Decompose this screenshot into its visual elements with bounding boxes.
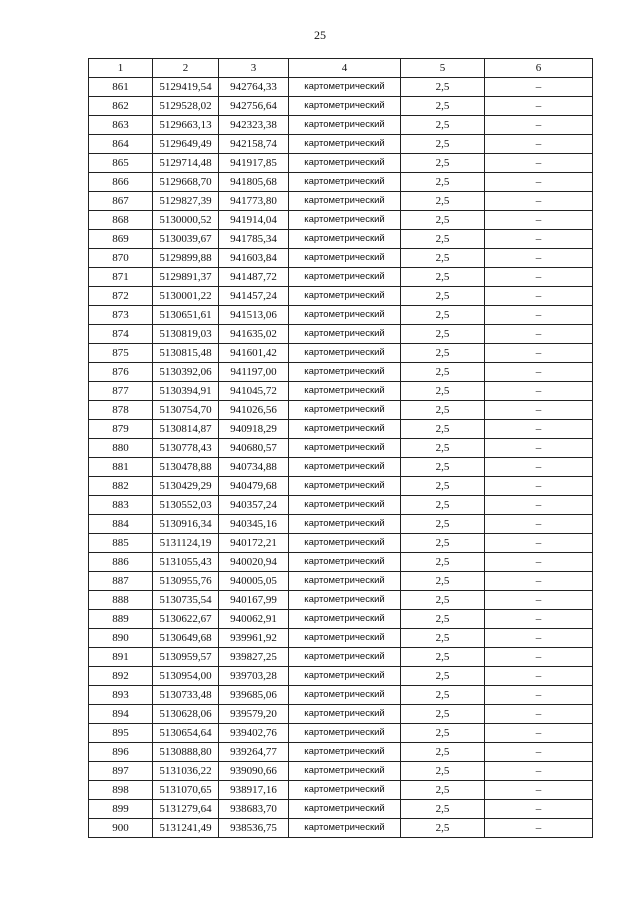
- x-coordinate-cell: 5130955,76: [153, 572, 219, 591]
- point-number-cell: 867: [89, 192, 153, 211]
- table-row: [89, 173, 593, 192]
- y-coordinate-cell: 941513,06: [219, 306, 289, 325]
- y-coordinate-cell: 939961,92: [219, 629, 289, 648]
- table-row: [89, 686, 593, 705]
- coordinates-table: [88, 58, 593, 838]
- x-coordinate-cell: 5130001,22: [153, 287, 219, 306]
- x-coordinate-cell: 5130651,61: [153, 306, 219, 325]
- description-cell: –: [485, 458, 593, 477]
- table-row: [89, 325, 593, 344]
- y-coordinate-cell: 941773,80: [219, 192, 289, 211]
- table-row: [89, 154, 593, 173]
- method-cell: картометрический: [289, 78, 401, 97]
- description-cell: –: [485, 667, 593, 686]
- column-header: 6: [485, 59, 593, 78]
- description-cell: –: [485, 743, 593, 762]
- method-cell: картометрический: [289, 287, 401, 306]
- accuracy-cell: 2,5: [401, 648, 485, 667]
- description-cell: –: [485, 515, 593, 534]
- accuracy-cell: 2,5: [401, 173, 485, 192]
- accuracy-cell: 2,5: [401, 762, 485, 781]
- table-row: [89, 344, 593, 363]
- point-number-cell: 862: [89, 97, 153, 116]
- description-cell: –: [485, 306, 593, 325]
- table-row: [89, 363, 593, 382]
- method-cell: картометрический: [289, 800, 401, 819]
- point-number-cell: 869: [89, 230, 153, 249]
- y-coordinate-cell: 942323,38: [219, 116, 289, 135]
- method-cell: картометрический: [289, 496, 401, 515]
- y-coordinate-cell: 940918,29: [219, 420, 289, 439]
- description-cell: –: [485, 97, 593, 116]
- description-cell: –: [485, 382, 593, 401]
- table-row: [89, 249, 593, 268]
- method-cell: картометрический: [289, 230, 401, 249]
- description-cell: –: [485, 135, 593, 154]
- point-number-cell: 891: [89, 648, 153, 667]
- accuracy-cell: 2,5: [401, 78, 485, 97]
- x-coordinate-cell: 5130754,70: [153, 401, 219, 420]
- table-row: [89, 458, 593, 477]
- accuracy-cell: 2,5: [401, 743, 485, 762]
- method-cell: картометрический: [289, 629, 401, 648]
- point-number-cell: 880: [89, 439, 153, 458]
- table-row: [89, 781, 593, 800]
- table-row: [89, 496, 593, 515]
- method-cell: картометрический: [289, 154, 401, 173]
- method-cell: картометрический: [289, 781, 401, 800]
- table-row: [89, 211, 593, 230]
- table-row: [89, 819, 593, 838]
- x-coordinate-cell: 5131279,64: [153, 800, 219, 819]
- method-cell: картометрический: [289, 477, 401, 496]
- method-cell: картометрический: [289, 667, 401, 686]
- table-row: [89, 477, 593, 496]
- accuracy-cell: 2,5: [401, 211, 485, 230]
- table-row: [89, 648, 593, 667]
- y-coordinate-cell: 940357,24: [219, 496, 289, 515]
- x-coordinate-cell: 5130959,57: [153, 648, 219, 667]
- description-cell: –: [485, 496, 593, 515]
- description-cell: –: [485, 154, 593, 173]
- y-coordinate-cell: 939264,77: [219, 743, 289, 762]
- point-number-cell: 865: [89, 154, 153, 173]
- point-number-cell: 883: [89, 496, 153, 515]
- table-row: [89, 610, 593, 629]
- description-cell: –: [485, 553, 593, 572]
- table-row: [89, 705, 593, 724]
- x-coordinate-cell: 5131036,22: [153, 762, 219, 781]
- description-cell: –: [485, 325, 593, 344]
- column-header: 4: [289, 59, 401, 78]
- method-cell: картометрический: [289, 648, 401, 667]
- description-cell: –: [485, 116, 593, 135]
- accuracy-cell: 2,5: [401, 591, 485, 610]
- table-row: [89, 800, 593, 819]
- accuracy-cell: 2,5: [401, 97, 485, 116]
- y-coordinate-cell: 939827,25: [219, 648, 289, 667]
- description-cell: –: [485, 268, 593, 287]
- y-coordinate-cell: 942756,64: [219, 97, 289, 116]
- point-number-cell: 877: [89, 382, 153, 401]
- point-number-cell: 888: [89, 591, 153, 610]
- method-cell: картометрический: [289, 515, 401, 534]
- y-coordinate-cell: 939579,20: [219, 705, 289, 724]
- accuracy-cell: 2,5: [401, 382, 485, 401]
- table-row: [89, 116, 593, 135]
- point-number-cell: 868: [89, 211, 153, 230]
- accuracy-cell: 2,5: [401, 116, 485, 135]
- accuracy-cell: 2,5: [401, 572, 485, 591]
- table-row: [89, 135, 593, 154]
- description-cell: –: [485, 420, 593, 439]
- point-number-cell: 887: [89, 572, 153, 591]
- accuracy-cell: 2,5: [401, 705, 485, 724]
- point-number-cell: 900: [89, 819, 153, 838]
- point-number-cell: 899: [89, 800, 153, 819]
- point-number-cell: 884: [89, 515, 153, 534]
- accuracy-cell: 2,5: [401, 154, 485, 173]
- x-coordinate-cell: 5130916,34: [153, 515, 219, 534]
- description-cell: –: [485, 173, 593, 192]
- x-coordinate-cell: 5130819,03: [153, 325, 219, 344]
- table-row: [89, 439, 593, 458]
- description-cell: –: [485, 648, 593, 667]
- table-row: [89, 572, 593, 591]
- x-coordinate-cell: 5130735,54: [153, 591, 219, 610]
- description-cell: –: [485, 344, 593, 363]
- point-number-cell: 870: [89, 249, 153, 268]
- x-coordinate-cell: 5129891,37: [153, 268, 219, 287]
- x-coordinate-cell: 5129827,39: [153, 192, 219, 211]
- y-coordinate-cell: 942764,33: [219, 78, 289, 97]
- point-number-cell: 889: [89, 610, 153, 629]
- y-coordinate-cell: 940062,91: [219, 610, 289, 629]
- description-cell: –: [485, 287, 593, 306]
- x-coordinate-cell: 5129899,88: [153, 249, 219, 268]
- x-coordinate-cell: 5130429,29: [153, 477, 219, 496]
- page-number: 25: [314, 28, 326, 42]
- description-cell: –: [485, 477, 593, 496]
- y-coordinate-cell: 940479,68: [219, 477, 289, 496]
- accuracy-cell: 2,5: [401, 401, 485, 420]
- y-coordinate-cell: 940680,57: [219, 439, 289, 458]
- method-cell: картометрический: [289, 192, 401, 211]
- x-coordinate-cell: 5129714,48: [153, 154, 219, 173]
- accuracy-cell: 2,5: [401, 610, 485, 629]
- method-cell: картометрический: [289, 135, 401, 154]
- accuracy-cell: 2,5: [401, 249, 485, 268]
- y-coordinate-cell: 941601,42: [219, 344, 289, 363]
- point-number-cell: 895: [89, 724, 153, 743]
- method-cell: картометрический: [289, 401, 401, 420]
- method-cell: картометрический: [289, 382, 401, 401]
- point-number-cell: 866: [89, 173, 153, 192]
- method-cell: картометрический: [289, 686, 401, 705]
- method-cell: картометрический: [289, 762, 401, 781]
- accuracy-cell: 2,5: [401, 819, 485, 838]
- table-row: [89, 553, 593, 572]
- x-coordinate-cell: 5131055,43: [153, 553, 219, 572]
- description-cell: –: [485, 534, 593, 553]
- accuracy-cell: 2,5: [401, 629, 485, 648]
- x-coordinate-cell: 5130394,91: [153, 382, 219, 401]
- point-number-cell: 874: [89, 325, 153, 344]
- y-coordinate-cell: 939402,76: [219, 724, 289, 743]
- y-coordinate-cell: 940345,16: [219, 515, 289, 534]
- description-cell: –: [485, 192, 593, 211]
- method-cell: картометрический: [289, 610, 401, 629]
- table-row: [89, 268, 593, 287]
- description-cell: –: [485, 78, 593, 97]
- table-row: [89, 287, 593, 306]
- table-row: [89, 97, 593, 116]
- x-coordinate-cell: 5130814,87: [153, 420, 219, 439]
- table-row: [89, 78, 593, 97]
- method-cell: картометрический: [289, 306, 401, 325]
- description-cell: –: [485, 762, 593, 781]
- accuracy-cell: 2,5: [401, 534, 485, 553]
- method-cell: картометрический: [289, 211, 401, 230]
- method-cell: картометрический: [289, 344, 401, 363]
- description-cell: –: [485, 572, 593, 591]
- y-coordinate-cell: 938683,70: [219, 800, 289, 819]
- description-cell: –: [485, 686, 593, 705]
- accuracy-cell: 2,5: [401, 800, 485, 819]
- accuracy-cell: 2,5: [401, 781, 485, 800]
- method-cell: картометрический: [289, 363, 401, 382]
- point-number-cell: 894: [89, 705, 153, 724]
- method-cell: картометрический: [289, 325, 401, 344]
- accuracy-cell: 2,5: [401, 667, 485, 686]
- point-number-cell: 875: [89, 344, 153, 363]
- point-number-cell: 885: [89, 534, 153, 553]
- accuracy-cell: 2,5: [401, 420, 485, 439]
- point-number-cell: 871: [89, 268, 153, 287]
- accuracy-cell: 2,5: [401, 135, 485, 154]
- table-row: [89, 762, 593, 781]
- y-coordinate-cell: 941045,72: [219, 382, 289, 401]
- y-coordinate-cell: 938536,75: [219, 819, 289, 838]
- point-number-cell: 890: [89, 629, 153, 648]
- y-coordinate-cell: 940005,05: [219, 572, 289, 591]
- point-number-cell: 879: [89, 420, 153, 439]
- y-coordinate-cell: 939090,66: [219, 762, 289, 781]
- y-coordinate-cell: 941026,56: [219, 401, 289, 420]
- y-coordinate-cell: 941197,00: [219, 363, 289, 382]
- method-cell: картометрический: [289, 116, 401, 135]
- description-cell: –: [485, 800, 593, 819]
- y-coordinate-cell: 940734,88: [219, 458, 289, 477]
- description-cell: –: [485, 610, 593, 629]
- x-coordinate-cell: 5129663,13: [153, 116, 219, 135]
- x-coordinate-cell: 5130654,64: [153, 724, 219, 743]
- point-number-cell: 872: [89, 287, 153, 306]
- x-coordinate-cell: 5131070,65: [153, 781, 219, 800]
- x-coordinate-cell: 5129668,70: [153, 173, 219, 192]
- point-number-cell: 881: [89, 458, 153, 477]
- method-cell: картометрический: [289, 572, 401, 591]
- accuracy-cell: 2,5: [401, 686, 485, 705]
- x-coordinate-cell: 5130478,88: [153, 458, 219, 477]
- method-cell: картометрический: [289, 249, 401, 268]
- description-cell: –: [485, 819, 593, 838]
- table-row: [89, 230, 593, 249]
- column-header: 3: [219, 59, 289, 78]
- accuracy-cell: 2,5: [401, 724, 485, 743]
- y-coordinate-cell: 941805,68: [219, 173, 289, 192]
- y-coordinate-cell: 941785,34: [219, 230, 289, 249]
- accuracy-cell: 2,5: [401, 192, 485, 211]
- table-row: [89, 382, 593, 401]
- point-number-cell: 897: [89, 762, 153, 781]
- point-number-cell: 882: [89, 477, 153, 496]
- x-coordinate-cell: 5129649,49: [153, 135, 219, 154]
- description-cell: –: [485, 781, 593, 800]
- column-header: 5: [401, 59, 485, 78]
- x-coordinate-cell: 5130649,68: [153, 629, 219, 648]
- x-coordinate-cell: 5130392,06: [153, 363, 219, 382]
- y-coordinate-cell: 940167,99: [219, 591, 289, 610]
- y-coordinate-cell: 941635,02: [219, 325, 289, 344]
- table-header-row: [89, 59, 593, 78]
- accuracy-cell: 2,5: [401, 344, 485, 363]
- y-coordinate-cell: 940172,21: [219, 534, 289, 553]
- table-row: [89, 629, 593, 648]
- table-row: [89, 401, 593, 420]
- accuracy-cell: 2,5: [401, 306, 485, 325]
- table-row: [89, 724, 593, 743]
- x-coordinate-cell: 5130733,48: [153, 686, 219, 705]
- y-coordinate-cell: 939685,06: [219, 686, 289, 705]
- description-cell: –: [485, 724, 593, 743]
- method-cell: картометрический: [289, 705, 401, 724]
- x-coordinate-cell: 5130888,80: [153, 743, 219, 762]
- method-cell: картометрический: [289, 439, 401, 458]
- method-cell: картометрический: [289, 534, 401, 553]
- accuracy-cell: 2,5: [401, 230, 485, 249]
- point-number-cell: 898: [89, 781, 153, 800]
- method-cell: картометрический: [289, 268, 401, 287]
- method-cell: картометрический: [289, 97, 401, 116]
- accuracy-cell: 2,5: [401, 515, 485, 534]
- table-row: [89, 515, 593, 534]
- table-row: [89, 534, 593, 553]
- method-cell: картометрический: [289, 173, 401, 192]
- accuracy-cell: 2,5: [401, 363, 485, 382]
- method-cell: картометрический: [289, 553, 401, 572]
- x-coordinate-cell: 5129528,02: [153, 97, 219, 116]
- description-cell: –: [485, 211, 593, 230]
- description-cell: –: [485, 705, 593, 724]
- description-cell: –: [485, 629, 593, 648]
- accuracy-cell: 2,5: [401, 287, 485, 306]
- method-cell: картометрический: [289, 819, 401, 838]
- description-cell: –: [485, 363, 593, 382]
- x-coordinate-cell: 5130815,48: [153, 344, 219, 363]
- method-cell: картометрический: [289, 420, 401, 439]
- table-row: [89, 306, 593, 325]
- y-coordinate-cell: 941457,24: [219, 287, 289, 306]
- point-number-cell: 892: [89, 667, 153, 686]
- table-body: [89, 78, 593, 838]
- y-coordinate-cell: 940020,94: [219, 553, 289, 572]
- method-cell: картометрический: [289, 458, 401, 477]
- description-cell: –: [485, 401, 593, 420]
- point-number-cell: 873: [89, 306, 153, 325]
- x-coordinate-cell: 5131124,19: [153, 534, 219, 553]
- table-row: [89, 667, 593, 686]
- x-coordinate-cell: 5130628,06: [153, 705, 219, 724]
- description-cell: –: [485, 439, 593, 458]
- x-coordinate-cell: 5129419,54: [153, 78, 219, 97]
- x-coordinate-cell: 5131241,49: [153, 819, 219, 838]
- description-cell: –: [485, 591, 593, 610]
- table-row: [89, 591, 593, 610]
- point-number-cell: 893: [89, 686, 153, 705]
- point-number-cell: 878: [89, 401, 153, 420]
- y-coordinate-cell: 939703,28: [219, 667, 289, 686]
- x-coordinate-cell: 5130622,67: [153, 610, 219, 629]
- y-coordinate-cell: 941487,72: [219, 268, 289, 287]
- accuracy-cell: 2,5: [401, 477, 485, 496]
- accuracy-cell: 2,5: [401, 496, 485, 515]
- accuracy-cell: 2,5: [401, 553, 485, 572]
- point-number-cell: 861: [89, 78, 153, 97]
- method-cell: картометрический: [289, 591, 401, 610]
- table-row: [89, 743, 593, 762]
- description-cell: –: [485, 249, 593, 268]
- point-number-cell: 886: [89, 553, 153, 572]
- x-coordinate-cell: 5130552,03: [153, 496, 219, 515]
- y-coordinate-cell: 942158,74: [219, 135, 289, 154]
- x-coordinate-cell: 5130954,00: [153, 667, 219, 686]
- column-header: 1: [89, 59, 153, 78]
- point-number-cell: 896: [89, 743, 153, 762]
- point-number-cell: 864: [89, 135, 153, 154]
- table-row: [89, 420, 593, 439]
- y-coordinate-cell: 941914,04: [219, 211, 289, 230]
- table-row: [89, 192, 593, 211]
- x-coordinate-cell: 5130000,52: [153, 211, 219, 230]
- point-number-cell: 863: [89, 116, 153, 135]
- accuracy-cell: 2,5: [401, 439, 485, 458]
- y-coordinate-cell: 938917,16: [219, 781, 289, 800]
- accuracy-cell: 2,5: [401, 325, 485, 344]
- method-cell: картометрический: [289, 743, 401, 762]
- method-cell: картометрический: [289, 724, 401, 743]
- column-header: 2: [153, 59, 219, 78]
- y-coordinate-cell: 941603,84: [219, 249, 289, 268]
- description-cell: –: [485, 230, 593, 249]
- accuracy-cell: 2,5: [401, 268, 485, 287]
- x-coordinate-cell: 5130039,67: [153, 230, 219, 249]
- point-number-cell: 876: [89, 363, 153, 382]
- x-coordinate-cell: 5130778,43: [153, 439, 219, 458]
- y-coordinate-cell: 941917,85: [219, 154, 289, 173]
- accuracy-cell: 2,5: [401, 458, 485, 477]
